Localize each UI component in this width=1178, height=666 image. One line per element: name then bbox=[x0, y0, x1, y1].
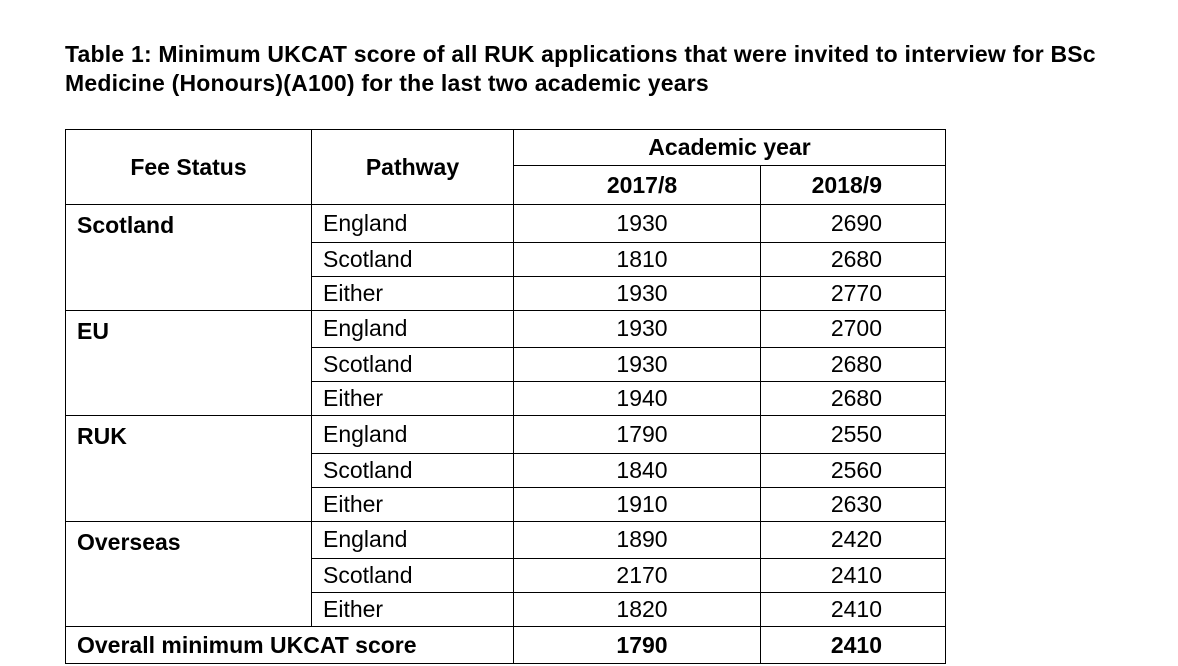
header-pathway: Pathway bbox=[312, 130, 514, 205]
score-2018-9-cell: 2550 bbox=[761, 416, 946, 454]
table-row bbox=[66, 242, 946, 276]
header-year-2018-9: 2018/9 bbox=[761, 166, 946, 205]
pathway-cell: England bbox=[312, 521, 514, 559]
score-2017-8-cell: 1840 bbox=[514, 453, 761, 487]
table-row bbox=[66, 559, 946, 593]
table-row bbox=[66, 487, 946, 521]
pathway-cell: Scotland bbox=[312, 559, 514, 593]
score-2017-8-cell: 1810 bbox=[514, 242, 761, 276]
score-2018-9-cell: 2410 bbox=[761, 593, 946, 627]
score-2017-8-cell: 1790 bbox=[514, 416, 761, 454]
score-2018-9-cell: 2690 bbox=[761, 205, 946, 243]
score-2018-9-cell: 2630 bbox=[761, 487, 946, 521]
table-body bbox=[66, 205, 946, 627]
fee-status-cell bbox=[66, 276, 312, 310]
score-2017-8-cell: 1940 bbox=[514, 382, 761, 416]
table-row bbox=[66, 593, 946, 627]
score-2017-8-cell: 1930 bbox=[514, 348, 761, 382]
table-row bbox=[66, 310, 946, 348]
header-academic-year: Academic year bbox=[514, 130, 946, 166]
fee-status-cell bbox=[66, 348, 312, 382]
fee-status-cell bbox=[66, 593, 312, 627]
pathway-cell: Either bbox=[312, 487, 514, 521]
pathway-cell: Either bbox=[312, 382, 514, 416]
fee-status-cell bbox=[66, 242, 312, 276]
score-2018-9-cell: 2410 bbox=[761, 559, 946, 593]
table-row bbox=[66, 453, 946, 487]
pathway-cell: England bbox=[312, 416, 514, 454]
fee-status-cell: RUK bbox=[66, 416, 312, 454]
score-2017-8-cell: 2170 bbox=[514, 559, 761, 593]
fee-status-cell: Scotland bbox=[66, 205, 312, 243]
table-row bbox=[66, 348, 946, 382]
pathway-cell: Scotland bbox=[312, 242, 514, 276]
fee-status-cell: EU bbox=[66, 310, 312, 348]
pathway-cell: Scotland bbox=[312, 453, 514, 487]
score-2018-9-cell: 2680 bbox=[761, 348, 946, 382]
score-2017-8-cell: 1910 bbox=[514, 487, 761, 521]
table-row bbox=[66, 276, 946, 310]
score-2018-9-cell: 2420 bbox=[761, 521, 946, 559]
pathway-cell: Either bbox=[312, 593, 514, 627]
score-2018-9-cell: 2680 bbox=[761, 242, 946, 276]
fee-status-cell bbox=[66, 453, 312, 487]
ukcat-score-table bbox=[65, 129, 946, 664]
overall-value-2018-9: 2410 bbox=[761, 627, 946, 664]
score-2017-8-cell: 1930 bbox=[514, 310, 761, 348]
table-caption: Table 1: Minimum UKCAT score of all RUK applications that were invited to interview for BSc Medicine (Honours)(A100) for the last two academic years bbox=[65, 41, 1096, 96]
fee-status-cell: Overseas bbox=[66, 521, 312, 559]
overall-label: Overall minimum UKCAT score bbox=[66, 627, 514, 664]
table-row bbox=[66, 205, 946, 243]
score-2017-8-cell: 1930 bbox=[514, 276, 761, 310]
table-row bbox=[66, 521, 946, 559]
header-fee-status: Fee Status bbox=[66, 130, 312, 205]
score-2018-9-cell: 2560 bbox=[761, 453, 946, 487]
score-2018-9-cell: 2700 bbox=[761, 310, 946, 348]
pathway-cell: Either bbox=[312, 276, 514, 310]
pathway-cell: Scotland bbox=[312, 348, 514, 382]
score-2017-8-cell: 1930 bbox=[514, 205, 761, 243]
fee-status-cell bbox=[66, 559, 312, 593]
fee-status-cell bbox=[66, 487, 312, 521]
score-2017-8-cell: 1820 bbox=[514, 593, 761, 627]
score-2017-8-cell: 1890 bbox=[514, 521, 761, 559]
pathway-cell: England bbox=[312, 205, 514, 243]
pathway-cell: England bbox=[312, 310, 514, 348]
table-row bbox=[66, 416, 946, 454]
score-2018-9-cell: 2770 bbox=[761, 276, 946, 310]
overall-row bbox=[66, 627, 946, 664]
table-row bbox=[66, 382, 946, 416]
header-year-2017-8: 2017/8 bbox=[514, 166, 761, 205]
overall-value-2017-8: 1790 bbox=[514, 627, 761, 664]
fee-status-cell bbox=[66, 382, 312, 416]
score-2018-9-cell: 2680 bbox=[761, 382, 946, 416]
